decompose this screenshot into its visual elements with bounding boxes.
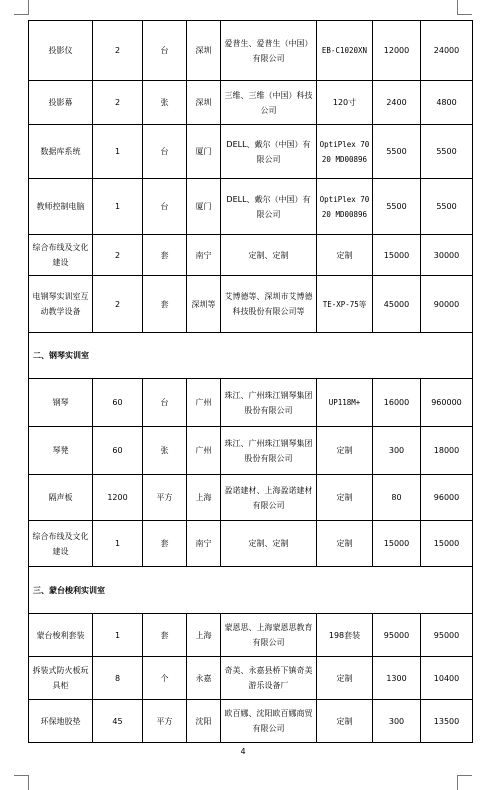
table-row bbox=[29, 276, 473, 333]
item-name-cell: 蒙台梭利套装 bbox=[29, 614, 93, 657]
manufacturer-cell: 珠江、广州珠江钢琴集团股份有限公司 bbox=[221, 379, 317, 427]
manufacturer-cell: 奇美、永嘉县桥下镇奇美游乐设备厂 bbox=[221, 657, 317, 700]
unit-cell: 台 bbox=[143, 379, 187, 427]
unit-price-cell: 16000 bbox=[373, 379, 421, 427]
unit-price-cell: 300 bbox=[373, 427, 421, 475]
quantity-cell: 60 bbox=[93, 427, 143, 475]
page-number: 4 bbox=[240, 747, 246, 756]
unit-cell: 台 bbox=[143, 125, 187, 179]
table-row bbox=[29, 521, 473, 567]
origin-cell: 深圳 bbox=[187, 81, 221, 125]
total-price-cell: 24000 bbox=[421, 21, 473, 81]
model-cell: EB-C1020XN bbox=[317, 21, 373, 81]
table-row bbox=[29, 475, 473, 521]
model-cell: OptiPlex 7020 MD00896 bbox=[317, 125, 373, 179]
item-name-cell: 投影仪 bbox=[29, 21, 93, 81]
manufacturer-cell: 蒙恩思、上海蒙恩思教育有限公司 bbox=[221, 614, 317, 657]
manufacturer-cell: 定制、定制 bbox=[221, 235, 317, 276]
quantity-cell: 1 bbox=[93, 614, 143, 657]
origin-cell: 深圳等 bbox=[187, 276, 221, 333]
total-price-cell: 15000 bbox=[421, 521, 473, 567]
table-row bbox=[29, 427, 473, 475]
origin-cell: 深圳 bbox=[187, 21, 221, 81]
total-price-cell: 5500 bbox=[421, 125, 473, 179]
unit-price-cell: 12000 bbox=[373, 21, 421, 81]
quantity-cell: 1 bbox=[93, 125, 143, 179]
model-cell: 定制 bbox=[317, 657, 373, 700]
section-heading-row bbox=[29, 333, 473, 379]
table-row bbox=[29, 379, 473, 427]
quantity-cell: 2 bbox=[93, 21, 143, 81]
section-heading-row bbox=[29, 567, 473, 614]
quantity-cell: 2 bbox=[93, 235, 143, 276]
unit-price-cell: 45000 bbox=[373, 276, 421, 333]
quantity-cell: 1 bbox=[93, 179, 143, 235]
total-price-cell: 13500 bbox=[421, 700, 473, 743]
unit-cell: 张 bbox=[143, 427, 187, 475]
crop-mark-bottom-left bbox=[14, 775, 29, 790]
crop-mark-bottom-right bbox=[457, 775, 472, 790]
unit-cell: 套 bbox=[143, 614, 187, 657]
item-name-cell: 电钢琴实训室互动教学设备 bbox=[29, 276, 93, 333]
model-cell: UP118M+ bbox=[317, 379, 373, 427]
unit-cell: 台 bbox=[143, 179, 187, 235]
total-price-cell: 10400 bbox=[421, 657, 473, 700]
table-row bbox=[29, 700, 473, 743]
unit-price-cell: 300 bbox=[373, 700, 421, 743]
origin-cell: 上海 bbox=[187, 614, 221, 657]
item-name-cell: 琴凳 bbox=[29, 427, 93, 475]
section-title: 三、蒙台梭利实训室 bbox=[29, 567, 473, 614]
quantity-cell: 2 bbox=[93, 81, 143, 125]
quantity-cell: 60 bbox=[93, 379, 143, 427]
unit-cell: 套 bbox=[143, 521, 187, 567]
total-price-cell: 95000 bbox=[421, 614, 473, 657]
crop-mark-top-left bbox=[14, 0, 29, 15]
model-cell: TE-XP-75等 bbox=[317, 276, 373, 333]
unit-cell: 平方 bbox=[143, 475, 187, 521]
model-cell: 定制 bbox=[317, 235, 373, 276]
unit-price-cell: 15000 bbox=[373, 235, 421, 276]
unit-cell: 套 bbox=[143, 276, 187, 333]
model-cell: 定制 bbox=[317, 475, 373, 521]
total-price-cell: 960000 bbox=[421, 379, 473, 427]
origin-cell: 南宁 bbox=[187, 235, 221, 276]
total-price-cell: 90000 bbox=[421, 276, 473, 333]
item-name-cell: 投影幕 bbox=[29, 81, 93, 125]
table-row bbox=[29, 614, 473, 657]
unit-price-cell: 95000 bbox=[373, 614, 421, 657]
table-body bbox=[29, 21, 473, 743]
unit-cell: 个 bbox=[143, 657, 187, 700]
table-row bbox=[29, 125, 473, 179]
quantity-cell: 1 bbox=[93, 521, 143, 567]
unit-price-cell: 1300 bbox=[373, 657, 421, 700]
item-name-cell: 数据库系统 bbox=[29, 125, 93, 179]
model-cell: 198套装 bbox=[317, 614, 373, 657]
model-cell: 定制 bbox=[317, 700, 373, 743]
item-name-cell: 综合布线及文化建设 bbox=[29, 235, 93, 276]
unit-price-cell: 15000 bbox=[373, 521, 421, 567]
unit-price-cell: 2400 bbox=[373, 81, 421, 125]
manufacturer-cell: 珠江、广州珠江钢琴集团股份有限公司 bbox=[221, 427, 317, 475]
total-price-cell: 18000 bbox=[421, 427, 473, 475]
model-cell: OptiPlex 7020 MD00896 bbox=[317, 179, 373, 235]
total-price-cell: 96000 bbox=[421, 475, 473, 521]
origin-cell: 南宁 bbox=[187, 521, 221, 567]
crop-mark-top-right bbox=[457, 0, 472, 15]
manufacturer-cell: DELL、戴尔（中国）有限公司 bbox=[221, 125, 317, 179]
quantity-cell: 2 bbox=[93, 276, 143, 333]
origin-cell: 广州 bbox=[187, 427, 221, 475]
quantity-cell: 1200 bbox=[93, 475, 143, 521]
item-name-cell: 教师控制电脑 bbox=[29, 179, 93, 235]
quantity-cell: 8 bbox=[93, 657, 143, 700]
origin-cell: 永嘉 bbox=[187, 657, 221, 700]
section-title: 二、钢琴实训室 bbox=[29, 333, 473, 379]
origin-cell: 沈阳 bbox=[187, 700, 221, 743]
origin-cell: 厦门 bbox=[187, 125, 221, 179]
item-name-cell: 钢琴 bbox=[29, 379, 93, 427]
item-name-cell: 综合布线及文化建设 bbox=[29, 521, 93, 567]
origin-cell: 广州 bbox=[187, 379, 221, 427]
model-cell: 定制 bbox=[317, 521, 373, 567]
item-name-cell: 环保地胶垫 bbox=[29, 700, 93, 743]
table-row bbox=[29, 81, 473, 125]
model-cell: 定制 bbox=[317, 427, 373, 475]
manufacturer-cell: 定制、定制 bbox=[221, 521, 317, 567]
quantity-cell: 45 bbox=[93, 700, 143, 743]
item-name-cell: 隔声板 bbox=[29, 475, 93, 521]
table-row bbox=[29, 657, 473, 700]
unit-price-cell: 5500 bbox=[373, 125, 421, 179]
manufacturer-cell: 艾博德等、深圳市艾博德科技股份有限公司等 bbox=[221, 276, 317, 333]
manufacturer-cell: 欧百娜、沈阳欧百娜商贸有限公司 bbox=[221, 700, 317, 743]
table-row bbox=[29, 21, 473, 81]
manufacturer-cell: 三维、三维（中国）科技公司 bbox=[221, 81, 317, 125]
unit-price-cell: 80 bbox=[373, 475, 421, 521]
total-price-cell: 5500 bbox=[421, 179, 473, 235]
origin-cell: 厦门 bbox=[187, 179, 221, 235]
total-price-cell: 4800 bbox=[421, 81, 473, 125]
manufacturer-cell: 盈诺建材、上海盈诺建材有限公司 bbox=[221, 475, 317, 521]
equipment-table bbox=[28, 20, 473, 743]
unit-cell: 台 bbox=[143, 21, 187, 81]
table-row bbox=[29, 235, 473, 276]
origin-cell: 上海 bbox=[187, 475, 221, 521]
unit-cell: 平方 bbox=[143, 700, 187, 743]
unit-cell: 张 bbox=[143, 81, 187, 125]
manufacturer-cell: DELL、戴尔（中国）有限公司 bbox=[221, 179, 317, 235]
total-price-cell: 30000 bbox=[421, 235, 473, 276]
table-row bbox=[29, 179, 473, 235]
unit-cell: 套 bbox=[143, 235, 187, 276]
unit-price-cell: 5500 bbox=[373, 179, 421, 235]
item-name-cell: 拆装式防火板玩具柜 bbox=[29, 657, 93, 700]
model-cell: 120寸 bbox=[317, 81, 373, 125]
manufacturer-cell: 爱普生、爱普生（中国）有限公司 bbox=[221, 21, 317, 81]
